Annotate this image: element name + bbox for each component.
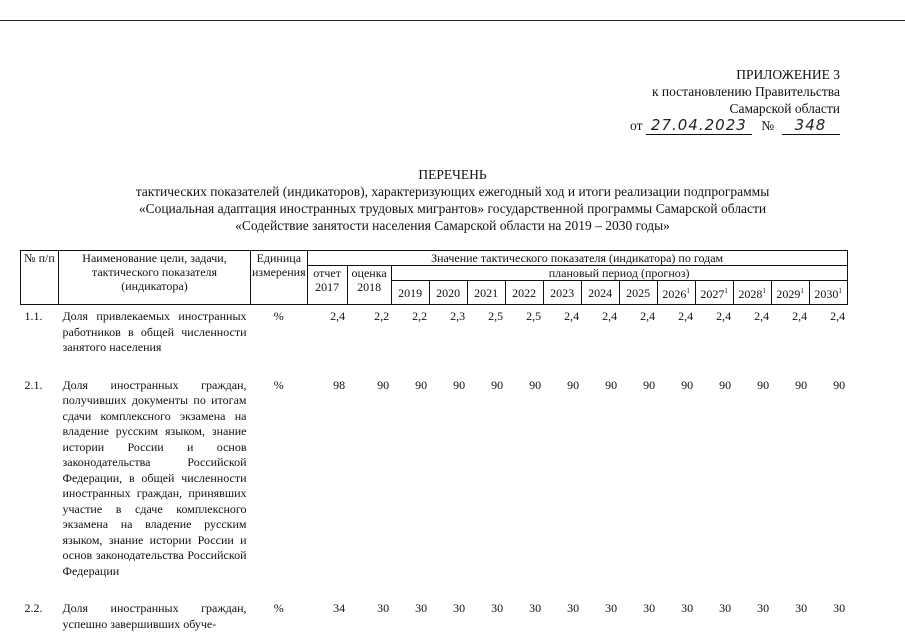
footnote-mark: 1 — [724, 287, 728, 295]
appendix-region: Самарской области — [729, 101, 840, 116]
row-value: 90 — [529, 377, 542, 392]
header-values: Значение тактического показателя (индикатора) по годам — [307, 251, 847, 266]
row-value: 30 — [415, 601, 428, 615]
row-value: 90 — [377, 377, 390, 392]
header-year: 2019 — [391, 281, 429, 305]
row-value: 30 — [491, 601, 504, 615]
appendix-block — [652, 66, 840, 117]
header-year: 2028$^1$ — [733, 281, 771, 305]
row-value: 90 — [453, 377, 466, 392]
header-report-label: отчет — [313, 266, 341, 280]
document-subtitle-line3: «Содействие занятости населения Самарской области на 2019 – 2030 годы» — [235, 218, 670, 233]
row-unit: % — [273, 377, 284, 392]
header-year: 2027$^1$ — [695, 281, 733, 305]
resolution-number: 348 — [782, 116, 840, 135]
header-year: 2021 — [467, 281, 505, 305]
row-value: 30 — [643, 601, 656, 615]
header-year: 2030$^1$ — [809, 281, 847, 305]
row-value: 2,4 — [330, 309, 346, 323]
row-value: 30 — [833, 601, 846, 615]
table-row — [21, 601, 848, 632]
row-value: 30 — [795, 601, 808, 615]
row-value: 2,5 — [526, 309, 542, 323]
header-year: 2029$^1$ — [771, 281, 809, 305]
header-year: 2026$^1$ — [657, 281, 695, 305]
row-value: 2,2 — [412, 309, 428, 323]
row-unit: % — [273, 309, 284, 323]
footnote-mark: 1 — [838, 287, 842, 295]
header-unit: Единица измерения — [251, 251, 308, 305]
header-estimate — [347, 266, 391, 305]
header-name: Наименование цели, задачи, тактического показателя (индикатора) — [59, 251, 251, 305]
from-label: от — [630, 118, 643, 133]
footnote-mark: 1 — [762, 287, 766, 295]
row-value: 2,5 — [488, 309, 504, 323]
row-value: 90 — [681, 377, 694, 392]
row-value: 90 — [833, 377, 846, 392]
row-value: 2,4 — [830, 309, 846, 323]
row-value: 34 — [333, 601, 346, 615]
row-value: 30 — [719, 601, 732, 615]
row-value: 2,4 — [792, 309, 808, 323]
document-subtitle-line2: «Социальная адаптация иностранных трудовых мигрантов» государственной программы Самарской области — [138, 201, 767, 216]
row-num: 2.2. — [24, 601, 43, 615]
row-value: 90 — [643, 377, 656, 392]
indicators-table — [20, 250, 848, 632]
row-value: 2,4 — [754, 309, 770, 323]
document-subtitle-line1: тактических показателей (индикаторов), характеризующих ежегодный ход и итоги реализации подпрограммы — [135, 184, 770, 199]
appendix-title: ПРИЛОЖЕНИЕ 3 — [736, 67, 840, 82]
row-value: 90 — [491, 377, 504, 392]
row-value: 30 — [453, 601, 466, 615]
table-row — [21, 378, 848, 580]
header-estimate-label: оценка — [351, 266, 387, 280]
row-name: Доля иностранных граждан, успешно завершивших обуче- — [62, 601, 247, 631]
row-value: 30 — [757, 601, 770, 615]
table-row — [21, 309, 848, 356]
header-year: 2024 — [581, 281, 619, 305]
row-value: 2,2 — [374, 309, 390, 323]
row-num: 1.1. — [24, 309, 43, 323]
row-value: 30 — [529, 601, 542, 615]
number-label: № — [761, 118, 775, 133]
header-year: 2025 — [619, 281, 657, 305]
header-estimate-year: 2018 — [357, 280, 382, 294]
resolution-date: 27.04.2023 — [646, 116, 752, 135]
row-num: 2.1. — [24, 377, 43, 392]
appendix-resolution: к постановлению Правительства — [651, 84, 840, 99]
row-value: 2,4 — [564, 309, 580, 323]
header-year: 2020 — [429, 281, 467, 305]
resolution-reference — [630, 116, 840, 135]
page-top-border — [0, 20, 905, 21]
document-title: ПЕРЕЧЕНЬ — [418, 167, 487, 182]
row-value: 2,4 — [640, 309, 656, 323]
row-value: 30 — [605, 601, 618, 615]
row-value: 90 — [605, 377, 618, 392]
row-value: 30 — [377, 601, 390, 615]
row-value: 2,3 — [450, 309, 466, 323]
footnote-mark: 1 — [686, 287, 690, 295]
row-value: 30 — [681, 601, 694, 615]
header-year: 2023 — [543, 281, 581, 305]
row-value: 2,4 — [716, 309, 732, 323]
row-unit: % — [273, 601, 284, 615]
row-name: Доля иностранных граждан, получивших документы по итогам сдачи комплексного экзамена на владение русским языком, знание истории России и основ законодательства Российской Федерации, в общей численности иностранных граждан, принявших участие в сдаче комплексного экзамена на владение русским языком, знание истории России и основ законодательства Российской Федерации — [62, 377, 247, 578]
row-value: 90 — [757, 377, 770, 392]
header-plan: плановый период (прогноз) — [391, 266, 847, 281]
header-report — [307, 266, 347, 305]
row-value: 98 — [333, 377, 346, 392]
row-name: Доля привлекаемых иностранных работников в общей численности занятого населения — [62, 309, 247, 354]
row-value: 90 — [719, 377, 732, 392]
row-value: 30 — [567, 601, 580, 615]
row-value: 90 — [415, 377, 428, 392]
row-value: 90 — [567, 377, 580, 392]
header-year: 2022 — [505, 281, 543, 305]
row-value: 2,4 — [602, 309, 618, 323]
row-value: 2,4 — [678, 309, 694, 323]
header-report-year: 2017 — [315, 280, 340, 294]
row-value: 90 — [795, 377, 808, 392]
header-num: № п/п — [21, 251, 59, 305]
footnote-mark: 1 — [800, 287, 804, 295]
